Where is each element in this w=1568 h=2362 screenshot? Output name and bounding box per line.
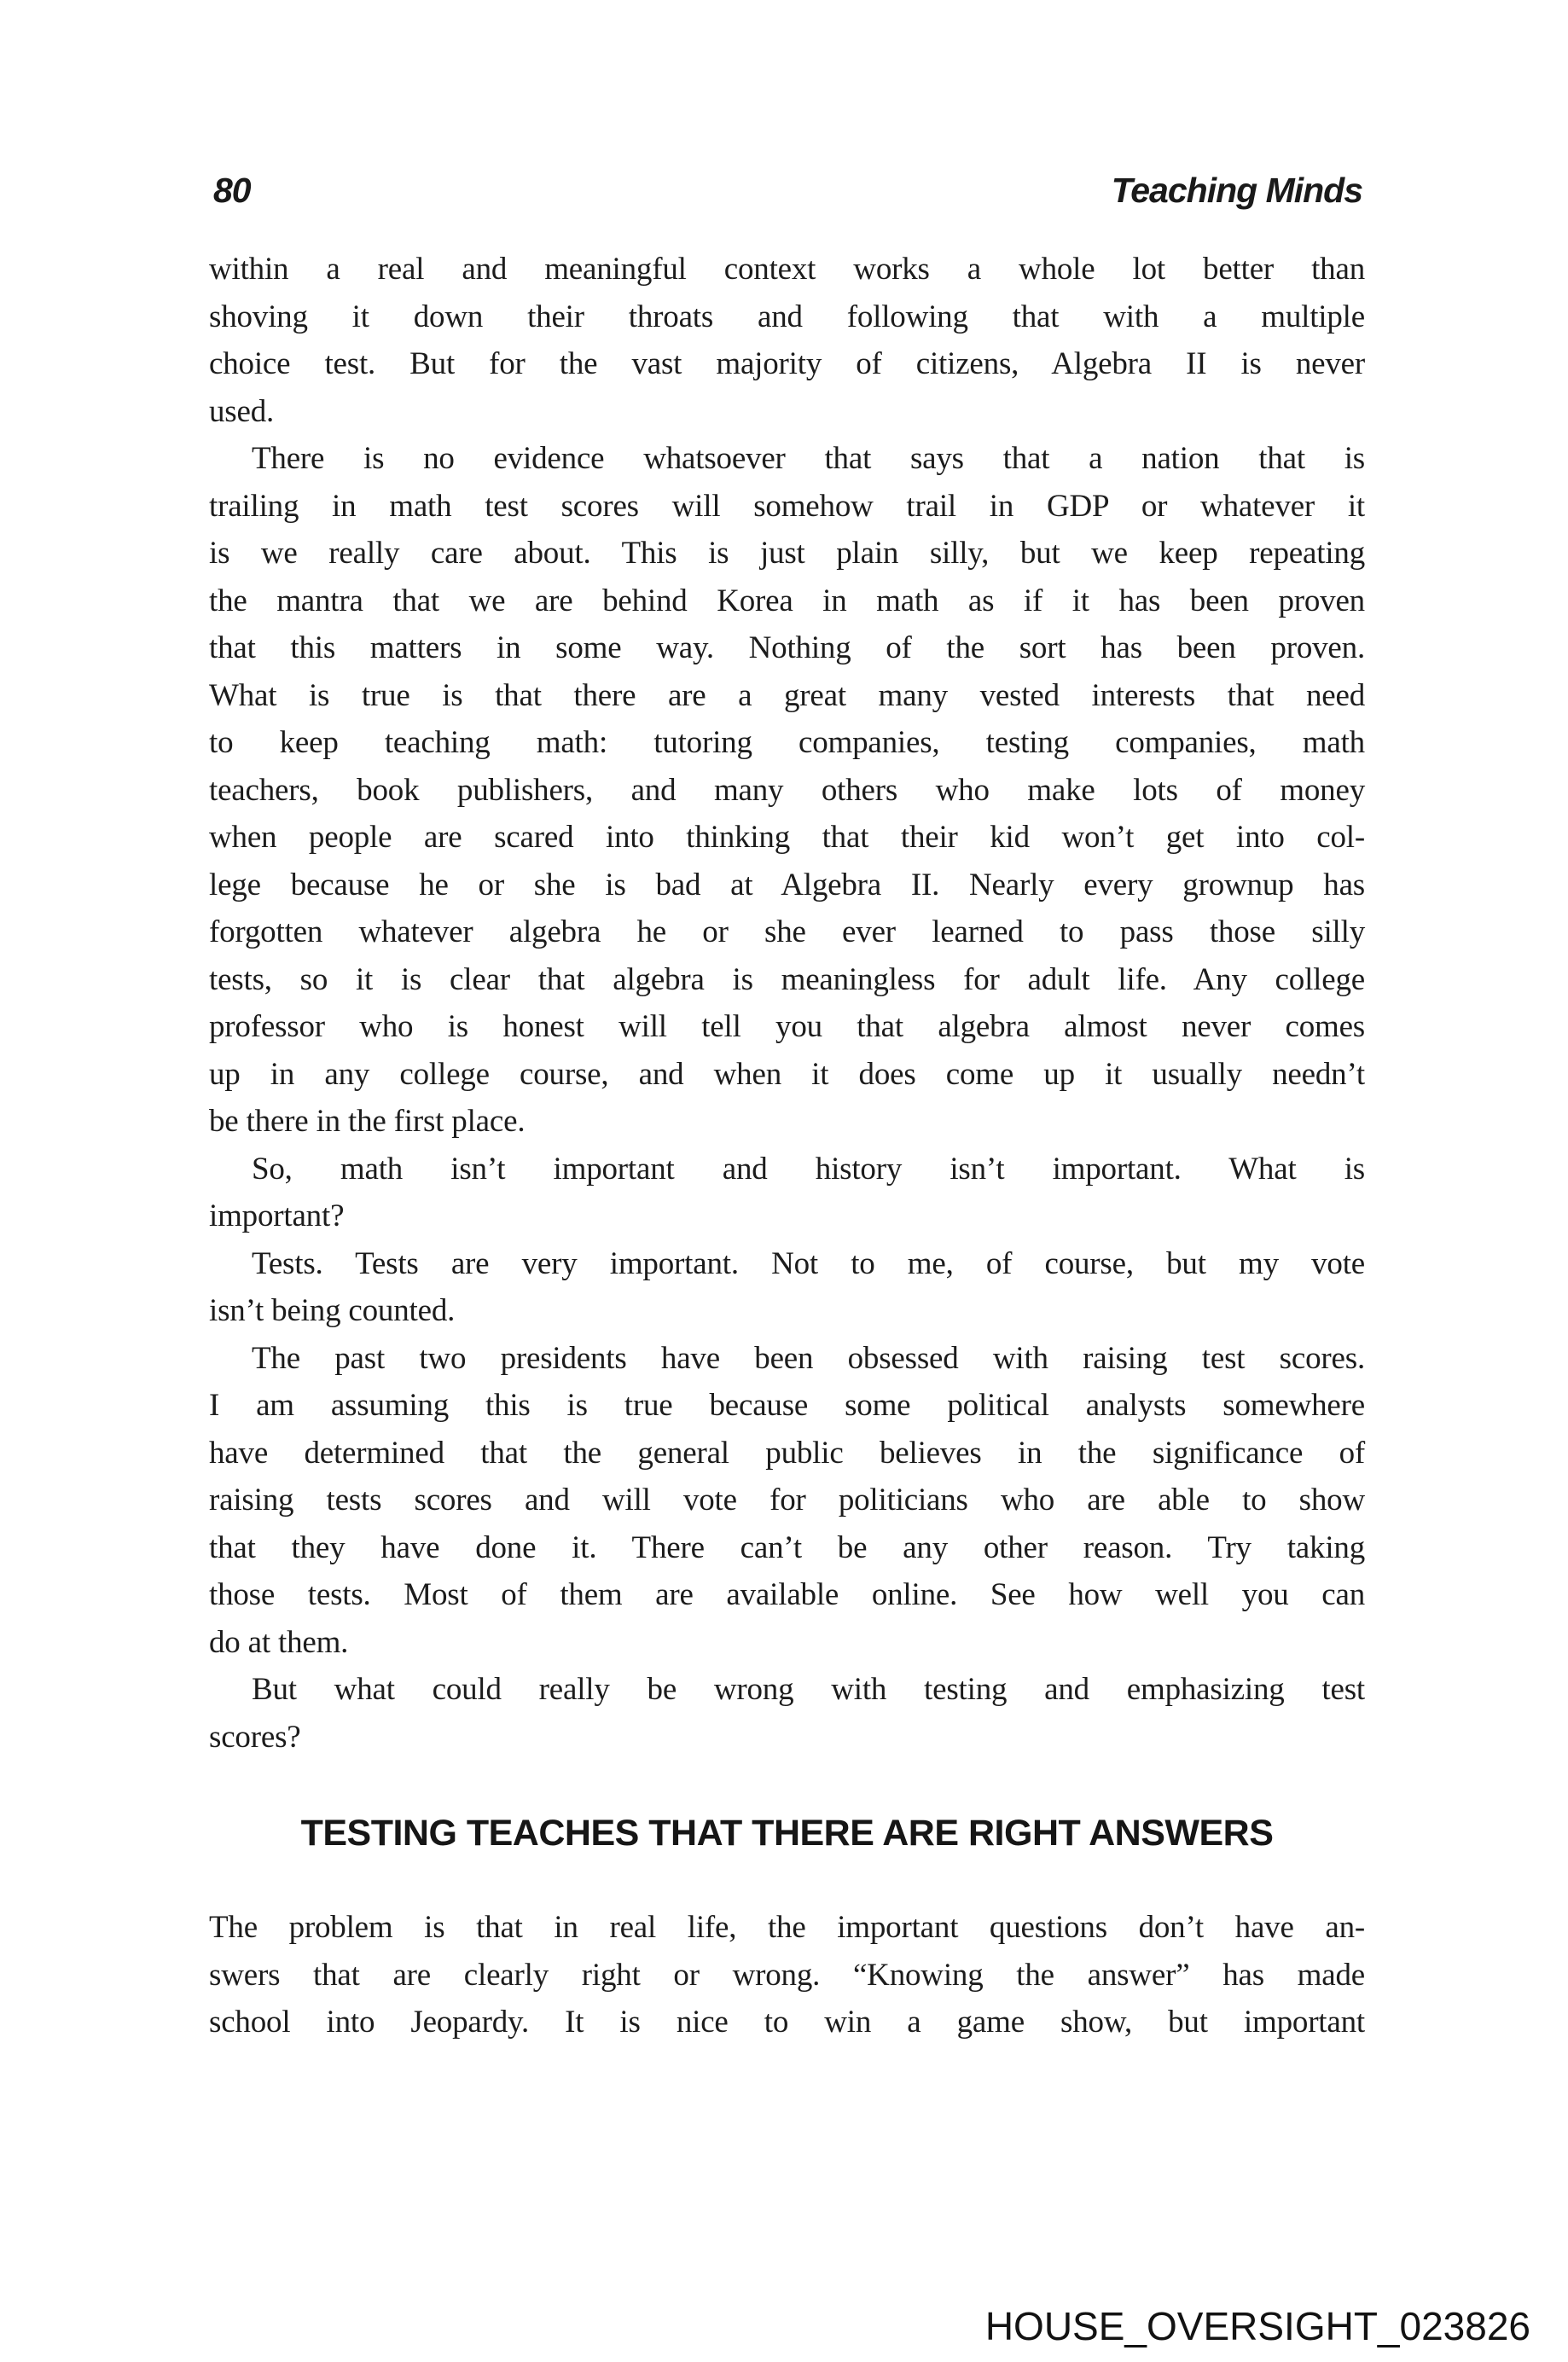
text-line: the mantra that we are behind Korea in math as if it has been proven — [209, 583, 1365, 618]
text-line: Tests. Tests are very important. Not to me, of course, but my vote — [252, 1245, 1365, 1281]
text-line: when people are scared into thinking that their kid won’t get into col- — [209, 820, 1365, 855]
text-line: There is no evidence whatsoever that says that a nation that is — [252, 441, 1365, 476]
text-line: raising tests scores and will vote for politicians who are able to show — [209, 1483, 1365, 1518]
text-line: be there in the first place. — [209, 1104, 526, 1139]
section-heading: TESTING TEACHES THAT THERE ARE RIGHT ANSWERS — [300, 1813, 1274, 1854]
text-line: teachers, book publishers, and many others who make lots of money — [209, 772, 1365, 808]
text-line: that this matters in some way. Nothing of the sort has been proven. — [209, 630, 1365, 665]
text-line: within a real and meaningful context works a whole lot better than — [209, 252, 1365, 287]
running-head — [213, 171, 1362, 211]
body-text-block-2 — [209, 1904, 1365, 2046]
text-line: trailing in math test scores will somehow trail in GDP or whatever it — [209, 488, 1365, 524]
text-line: do at them. — [209, 1624, 349, 1660]
text-line: those tests. Most of them are available online. See how well you can — [209, 1577, 1365, 1612]
bates-number: HOUSE_OVERSIGHT_023826 — [984, 2304, 1530, 2348]
text-line: What is true is that there are a great many vested interests that need — [209, 677, 1365, 713]
text-line: swers that are clearly right or wrong. “Knowing the answer” has made — [209, 1957, 1365, 1993]
text-line: choice test. But for the vast majority of citizens, Algebra II is never — [209, 346, 1365, 381]
text-line: to keep teaching math: tutoring companies, testing companies, math — [209, 725, 1365, 760]
text-line: So, math isn’t important and history isn’t important. What is — [252, 1151, 1365, 1187]
text-line: that they have done it. There can’t be any other reason. Try taking — [209, 1529, 1365, 1565]
text-line: is we really care about. This is just plain silly, but we keep repeating — [209, 536, 1365, 571]
text-line: The problem is that in real life, the important questions don’t have an- — [209, 1910, 1365, 1945]
body-text-block-1 — [209, 246, 1365, 1761]
running-title: Teaching Minds — [1111, 171, 1362, 210]
text-line: professor who is honest will tell you that algebra almost never comes — [209, 1009, 1365, 1044]
text-line: important? — [209, 1198, 345, 1233]
text-line: But what could really be wrong with testing and emphasizing test — [252, 1672, 1365, 1707]
text-line: used. — [209, 393, 275, 429]
text-line: forgotten whatever algebra he or she ever learned to pass those silly — [209, 914, 1365, 949]
text-line: shoving it down their throats and following that with a multiple — [209, 299, 1365, 334]
text-line: up in any college course, and when it does come up it usually needn’t — [209, 1056, 1365, 1092]
text-line: The past two presidents have been obsessed with raising test scores. — [252, 1340, 1365, 1376]
text-line: I am assuming this is true because some political analysts somewhere — [209, 1388, 1365, 1423]
text-line: scores? — [209, 1719, 301, 1755]
text-line: lege because he or she is bad at Algebra II. Nearly every grownup has — [209, 867, 1365, 902]
text-line: tests, so it is clear that algebra is meaningless for adult life. Any college — [209, 961, 1365, 997]
page-number: 80 — [213, 171, 251, 210]
text-line: school into Jeopardy. It is nice to win a game show, but important — [209, 2005, 1365, 2040]
text-line: isn’t being counted. — [209, 1293, 456, 1328]
text-line: have determined that the general public believes in the significance of — [209, 1435, 1365, 1471]
